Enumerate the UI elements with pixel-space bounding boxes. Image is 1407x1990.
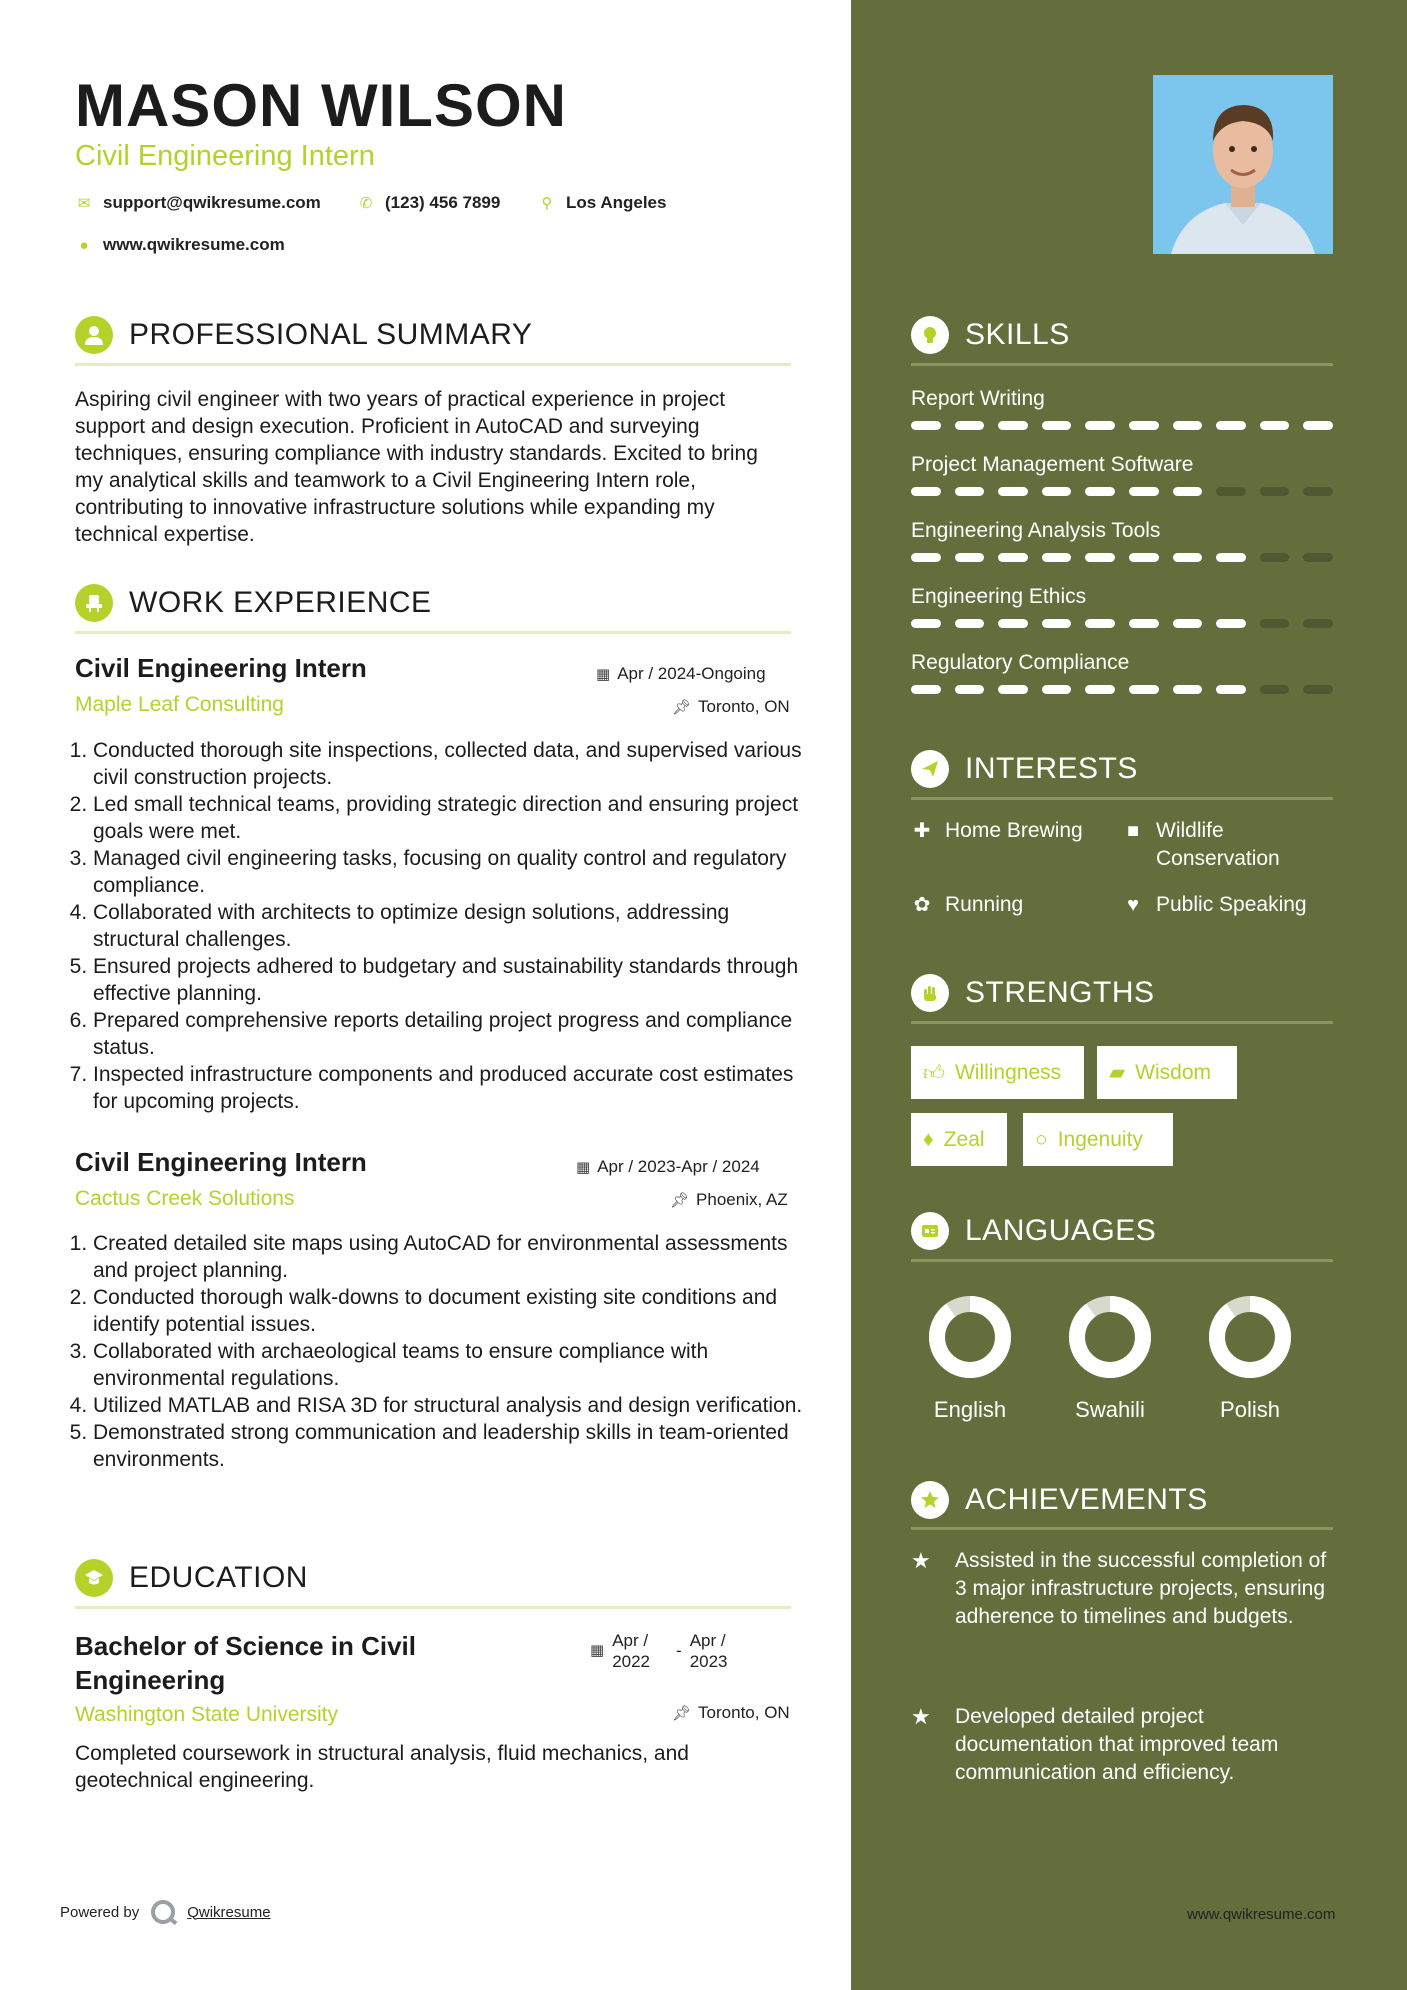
- brand-link[interactable]: Qwikresume: [187, 1903, 271, 1921]
- language-ring-fill: [1077, 1304, 1143, 1370]
- skill-level-dash: [1129, 421, 1159, 430]
- end-date: [690, 1630, 728, 1672]
- interest-label: Home Brewing: [945, 819, 1083, 842]
- skill-item: [911, 649, 1333, 715]
- job-location: [670, 1190, 788, 1210]
- skill-level-dash: [998, 487, 1028, 496]
- skill-item: [911, 583, 1333, 649]
- strengths-header: [911, 974, 1155, 1012]
- skill-level-dash: [998, 685, 1028, 694]
- date-separator: -: [676, 1641, 682, 1660]
- star-icon: [911, 1481, 949, 1519]
- interest-label: Public Speaking: [1156, 893, 1307, 916]
- lightbulb-icon: ○: [1035, 1127, 1048, 1151]
- skill-level-dash: [1216, 553, 1246, 562]
- skill-level-dash: [1216, 487, 1246, 496]
- skill-level-dash: [1260, 487, 1290, 496]
- book-icon: ▰: [1109, 1061, 1126, 1084]
- skill-level-dash: [1085, 685, 1115, 694]
- section-title: SKILLS: [965, 318, 1070, 351]
- section-divider: [911, 797, 1333, 800]
- language-icon: [911, 1212, 949, 1250]
- skill-level-dash: [1085, 421, 1115, 430]
- summary-header: [75, 316, 532, 354]
- list-item: 2. Led small technical teams, providing strategic direction and ensuring project goals were met.: [93, 791, 809, 845]
- skill-level-dash: [1085, 487, 1115, 496]
- achievements-header: [911, 1481, 1208, 1519]
- list-item: 6. Prepared comprehensive reports detailing project progress and compliance status.: [93, 1007, 809, 1061]
- skill-level-dash: [911, 685, 941, 694]
- skill-level-dash: [1042, 421, 1072, 430]
- education-header: [75, 1559, 308, 1597]
- calendar-icon: ▦: [596, 666, 611, 683]
- interest-item: [1122, 817, 1280, 873]
- language-item: [1180, 1292, 1320, 1423]
- skill-level-dash: [1303, 553, 1333, 562]
- language-ring: [1040, 1292, 1180, 1382]
- lightbulb-icon: [911, 316, 949, 354]
- pin-icon: 📌︎: [672, 699, 692, 716]
- achievement-text: Developed detailed project documentation that improved team communication and efficiency.: [955, 1705, 1279, 1784]
- degree-title: [75, 1629, 416, 1697]
- phone-icon: ✆: [359, 195, 373, 212]
- skill-level-dash: [955, 421, 985, 430]
- school-name: Washington State University: [75, 1703, 339, 1726]
- language-ring-fill: [937, 1304, 1003, 1370]
- skill-level-dash: [1260, 619, 1290, 628]
- paw-icon: ✿: [913, 894, 931, 916]
- calendar-icon: ▦: [576, 1159, 591, 1176]
- interest-item: [911, 891, 1023, 919]
- skill-level-dash: [1173, 421, 1203, 430]
- degree-line: Engineering: [75, 1665, 226, 1695]
- skill-level-dash: [998, 553, 1028, 562]
- hand-icon: [911, 974, 949, 1012]
- languages-header: [911, 1212, 1156, 1250]
- skill-level-dash: [1303, 685, 1333, 694]
- contact-location: [538, 193, 666, 213]
- calendar-icon: ▦: [590, 1642, 605, 1659]
- puzzle-piece-icon: ■: [1126, 820, 1140, 842]
- user-icon: [75, 316, 113, 354]
- section-title: WORK EXPERIENCE: [129, 586, 432, 619]
- skill-level-dash: [1042, 619, 1072, 628]
- section-divider: [911, 1527, 1333, 1530]
- skill-level-dash: [955, 553, 985, 562]
- skill-level-bar: [911, 685, 1333, 694]
- list-item: 1. Created detailed site maps using AutoCAD for environmental assessments and project planning.: [93, 1230, 809, 1284]
- language-item: [900, 1292, 1040, 1423]
- language-ring: [1180, 1292, 1320, 1382]
- section-title: ACHIEVEMENTS: [965, 1483, 1208, 1516]
- skill-label: Engineering Analysis Tools: [911, 519, 1161, 542]
- contact-phone[interactable]: [357, 193, 500, 213]
- company-name: Cactus Creek Solutions: [75, 1187, 295, 1210]
- qwikresume-logo-icon: [151, 1900, 175, 1924]
- list-item: 7. Inspected infrastructure components and produced accurate cost estimates for upcoming projects.: [93, 1061, 809, 1115]
- date-text: Apr /: [612, 1631, 649, 1650]
- fire-icon: ♦: [923, 1127, 934, 1151]
- list-item: 4. Utilized MATLAB and RISA 3D for structural analysis and design verification.: [93, 1392, 809, 1419]
- skill-item: [911, 451, 1333, 517]
- skills-list: [911, 385, 1333, 715]
- interests-header: [911, 750, 1138, 788]
- section-divider: [911, 363, 1333, 366]
- skill-level-dash: [955, 619, 985, 628]
- skill-label: Regulatory Compliance: [911, 651, 1130, 674]
- section-divider: [75, 363, 791, 366]
- education-description: Completed coursework in structural analysis, fluid mechanics, and geotechnical engineering.: [75, 1742, 689, 1792]
- education-date: [590, 1630, 728, 1672]
- skill-label: Report Writing: [911, 387, 1045, 410]
- puzzle-icon: ✚: [913, 820, 931, 842]
- briefcase-icon: [75, 584, 113, 622]
- section-divider: [911, 1259, 1333, 1262]
- strength-tag: [1097, 1046, 1237, 1099]
- achievement-item: [911, 1703, 1333, 1787]
- interest-item: [1122, 891, 1307, 919]
- map-marker-icon: ⚲: [541, 195, 553, 212]
- list-item: 1. Conducted thorough site inspections, collected data, and supervised various civil construction projects.: [93, 737, 809, 791]
- skills-header: [911, 316, 1070, 354]
- section-divider: [75, 1606, 791, 1609]
- date-text: Apr / 2023-Apr / 2024: [597, 1157, 760, 1176]
- strength-tag: [911, 1113, 1007, 1166]
- profile-photo: [1153, 75, 1333, 254]
- list-item: 5. Demonstrated strong communication and leadership skills in team-oriented environments.: [93, 1419, 809, 1473]
- envelope-icon: ✉: [77, 195, 91, 212]
- job-date: [596, 664, 766, 684]
- list-item: 3. Managed civil engineering tasks, focusing on quality control and regulatory compliance.: [93, 845, 809, 899]
- job-title: Civil Engineering Intern: [75, 653, 367, 683]
- skill-label: Project Management Software: [911, 453, 1194, 476]
- achievement-item: [911, 1547, 1333, 1631]
- list-item: 3. Collaborated with archaeological teams to ensure compliance with environmental regulations.: [93, 1338, 809, 1392]
- candidate-name: MASON WILSON: [75, 72, 567, 139]
- language-item: [1040, 1292, 1180, 1423]
- job-title: Civil Engineering Intern: [75, 1147, 367, 1177]
- location-text: Toronto, ON: [698, 697, 790, 716]
- skill-level-dash: [1260, 421, 1290, 430]
- list-item: 4. Collaborated with architects to optimize design solutions, addressing structural challenges.: [93, 899, 809, 953]
- list-item: 5. Ensured projects adhered to budgetary and sustainability standards through effective planning.: [93, 953, 809, 1007]
- skill-level-dash: [955, 685, 985, 694]
- skill-level-dash: [998, 619, 1028, 628]
- date-text: 2022: [612, 1652, 651, 1671]
- skill-level-dash: [1216, 619, 1246, 628]
- list-item: 2. Conducted thorough walk-downs to document existing site conditions and identify potential issues.: [93, 1284, 809, 1338]
- language-ring-fill: [1217, 1304, 1283, 1370]
- star-icon: ★: [911, 1704, 931, 1729]
- footer-url[interactable]: www.qwikresume.com: [1187, 1906, 1336, 1923]
- location-text: Toronto, ON: [698, 1703, 790, 1722]
- achievement-text: Assisted in the successful completion of 3 major infrastructure projects, ensuring adherence to timelines and budgets.: [955, 1549, 1327, 1628]
- section-title: EDUCATION: [129, 1561, 308, 1594]
- skill-item: [911, 517, 1333, 583]
- strength-label: Zeal: [943, 1127, 985, 1151]
- date-text: Apr /: [689, 1631, 726, 1650]
- skill-level-dash: [911, 487, 941, 496]
- globe-icon: ●: [79, 236, 89, 254]
- language-label: Swahili: [1075, 1397, 1145, 1422]
- skill-level-dash: [911, 421, 941, 430]
- skill-level-dash: [1042, 553, 1072, 562]
- language-label: Polish: [1220, 1397, 1280, 1422]
- skill-level-dash: [1042, 487, 1072, 496]
- company-name: Maple Leaf Consulting: [75, 693, 284, 716]
- powered-by-text: Powered by: [60, 1903, 140, 1921]
- skill-level-dash: [1129, 685, 1159, 694]
- graduation-icon: [75, 1559, 113, 1597]
- pin-icon: 📌︎: [672, 1705, 692, 1722]
- section-title: PROFESSIONAL SUMMARY: [129, 318, 533, 351]
- skill-level-bar: [911, 619, 1333, 628]
- skill-level-dash: [1173, 685, 1203, 694]
- skill-level-bar: [911, 421, 1333, 430]
- start-date: [612, 1630, 650, 1672]
- language-label: English: [933, 1397, 1007, 1422]
- interest-label-line: Conservation: [1156, 847, 1280, 870]
- skill-level-dash: [1216, 421, 1246, 430]
- strength-tag: [1023, 1113, 1173, 1166]
- skill-level-dash: [1129, 487, 1159, 496]
- degree-line: Bachelor of Science in Civil: [75, 1631, 416, 1661]
- interest-item: [911, 817, 1083, 845]
- skill-level-dash: [1173, 487, 1203, 496]
- skill-level-dash: [1303, 421, 1333, 430]
- pin-icon: 📌︎: [670, 1192, 690, 1209]
- strength-label: Ingenuity: [1057, 1127, 1143, 1151]
- skill-level-bar: [911, 487, 1333, 496]
- job-bullets: [75, 1230, 809, 1473]
- skill-level-dash: [998, 421, 1028, 430]
- job-date: [576, 1157, 760, 1177]
- location-text: Phoenix, AZ: [696, 1190, 788, 1209]
- skill-level-dash: [1216, 685, 1246, 694]
- section-title: STRENGTHS: [965, 976, 1155, 1009]
- star-icon: ★: [911, 1548, 931, 1573]
- languages-list: [900, 1292, 1340, 1422]
- skill-level-dash: [1129, 553, 1159, 562]
- skill-level-dash: [1303, 619, 1333, 628]
- skill-level-dash: [1173, 553, 1203, 562]
- date-text: 2023: [689, 1652, 728, 1671]
- language-ring: [900, 1292, 1040, 1382]
- skill-level-bar: [911, 553, 1333, 562]
- skill-level-dash: [1173, 619, 1203, 628]
- experience-header: [75, 584, 432, 622]
- skill-level-dash: [1260, 685, 1290, 694]
- footer-powered: [60, 1900, 271, 1924]
- interest-label-line: Wildlife: [1156, 819, 1224, 842]
- summary-text: Aspiring civil engineer with two years of practical experience in project support and design execution. Proficient in AutoCAD and surveying techniques, ensuring compliance with industry standards. Excited to bring my analytical skills and teamwork to a Civil Engineering Intern role, contributing to innovative infrastructure solutions while expanding my technical expertise.: [75, 388, 758, 546]
- section-title: INTERESTS: [965, 752, 1138, 785]
- email-text: support@qwikresume.com: [103, 193, 321, 212]
- skill-level-dash: [1260, 553, 1290, 562]
- phone-text: (123) 456 7899: [385, 193, 501, 212]
- skill-level-dash: [1085, 553, 1115, 562]
- date-text: Apr / 2024-Ongoing: [617, 664, 766, 683]
- strength-tag: [911, 1046, 1084, 1099]
- section-divider: [75, 631, 791, 634]
- interest-label: Running: [945, 893, 1024, 916]
- interest-label: [1156, 817, 1280, 873]
- thumbs-up-icon: 👍︎: [923, 1061, 945, 1085]
- job-location: [672, 697, 790, 717]
- strength-label: Wisdom: [1135, 1060, 1211, 1084]
- contact-email[interactable]: [75, 193, 321, 213]
- website-text: www.qwikresume.com: [103, 235, 285, 254]
- paper-plane-icon: [911, 750, 949, 788]
- skill-item: [911, 385, 1333, 451]
- section-title: LANGUAGES: [965, 1214, 1157, 1247]
- contact-website[interactable]: [75, 235, 285, 255]
- skill-level-dash: [911, 619, 941, 628]
- education-location: [672, 1703, 790, 1723]
- skill-level-dash: [955, 487, 985, 496]
- skill-level-dash: [1129, 619, 1159, 628]
- heartbeat-icon: ♥: [1127, 894, 1139, 916]
- skill-level-dash: [911, 553, 941, 562]
- skill-label: Engineering Ethics: [911, 585, 1087, 608]
- candidate-role: Civil Engineering Intern: [75, 140, 375, 172]
- skill-level-dash: [1303, 487, 1333, 496]
- section-divider: [911, 1021, 1333, 1024]
- job-bullets: [75, 737, 809, 1115]
- skill-level-dash: [1042, 685, 1072, 694]
- skill-level-dash: [1085, 619, 1115, 628]
- location-text: Los Angeles: [566, 193, 667, 212]
- strength-label: Willingness: [954, 1060, 1062, 1084]
